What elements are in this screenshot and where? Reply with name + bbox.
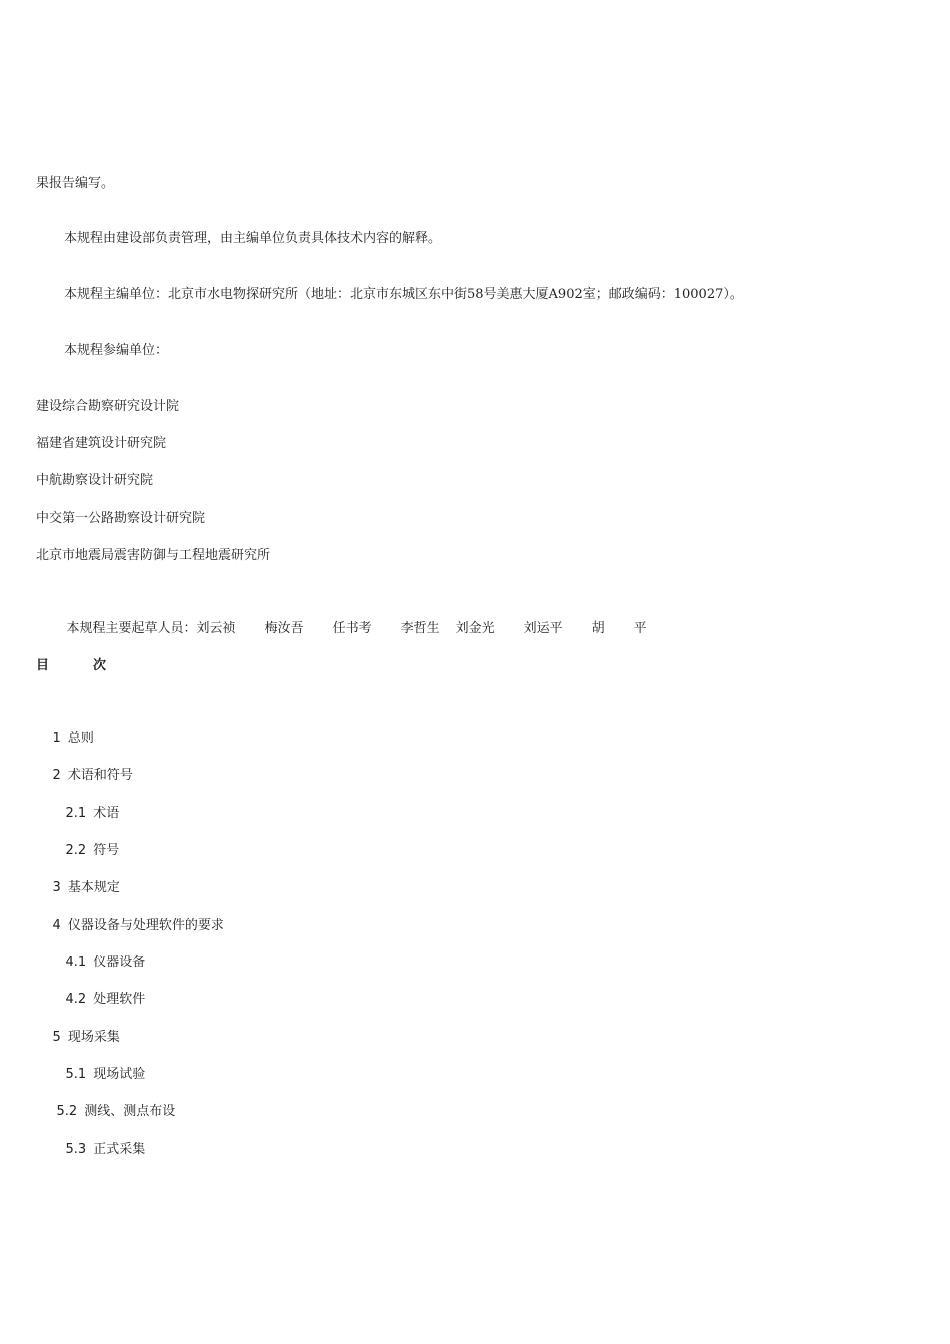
paragraph-continuation: 果报告编写。 xyxy=(36,176,115,191)
drafter-name: 任书考 xyxy=(332,621,372,636)
toc-item-text: 符号 xyxy=(93,843,120,858)
toc-item-number: 5.3 xyxy=(65,1142,87,1157)
drafter-name: 胡 xyxy=(591,621,605,636)
toc-item-text: 术语和符号 xyxy=(67,768,133,783)
toc-item-number: 1 xyxy=(52,731,61,746)
participating-unit: 中航勘察设计研究院 xyxy=(36,473,154,488)
toc-item-text: 仪器设备 xyxy=(93,955,146,970)
toc-item-text: 总则 xyxy=(67,731,94,746)
toc-item-number: 5 xyxy=(52,1030,61,1045)
toc-item-text: 术语 xyxy=(93,806,120,821)
toc-item[interactable] xyxy=(49,1123,145,1177)
toc-item-number: 5.1 xyxy=(65,1067,87,1082)
toc-item-number: 3 xyxy=(52,880,61,895)
drafter-name: 刘运平 xyxy=(523,621,563,636)
drafter-name: 刘云祯 xyxy=(196,621,236,636)
toc-item-number: 2.1 xyxy=(65,806,87,821)
toc-item-number: 4.1 xyxy=(65,955,87,970)
toc-item-text: 仪器设备与处理软件的要求 xyxy=(67,918,224,933)
toc-title-part: 次 xyxy=(93,658,107,673)
toc-item-text: 处理软件 xyxy=(93,992,146,1007)
toc-title-part: 目 xyxy=(36,658,50,673)
participating-unit: 福建省建筑设计研究院 xyxy=(36,436,167,451)
drafter-name: 刘金光 xyxy=(455,621,495,636)
toc-item-text: 测线、测点布设 xyxy=(84,1104,176,1119)
toc-item-text: 基本规定 xyxy=(67,880,120,895)
drafters-line xyxy=(50,602,647,636)
drafter-name: 梅汝吾 xyxy=(264,621,304,636)
toc-item-text: 现场试验 xyxy=(93,1067,146,1082)
toc-item-number: 2 xyxy=(52,768,61,783)
toc-item-number: 2.2 xyxy=(65,843,87,858)
paragraph-participating-label: 本规程参编单位： xyxy=(64,343,169,358)
paragraph-chief-unit: 本规程主编单位：北京市水电物探研究所（地址：北京市东城区东中街58号美惠大厦A902室；邮政编码：100027）。 xyxy=(64,287,743,302)
toc-item-number: 4 xyxy=(52,918,61,933)
toc-item-number: 5.2 xyxy=(56,1104,78,1119)
toc-item-number: 4.2 xyxy=(65,992,87,1007)
toc-title xyxy=(36,657,106,675)
participating-unit: 建设综合勘察研究设计院 xyxy=(36,399,180,414)
participating-unit: 北京市地震局震害防御与工程地震研究所 xyxy=(36,548,271,563)
toc-item-text: 正式采集 xyxy=(93,1142,146,1157)
drafters-label: 本规程主要起草人员： xyxy=(66,621,197,636)
drafter-name: 平 xyxy=(633,621,647,636)
toc-item-text: 现场采集 xyxy=(67,1030,120,1045)
paragraph-management: 本规程由建设部负责管理，由主编单位负责具体技术内容的解释。 xyxy=(64,231,442,246)
drafter-name: 李哲生 xyxy=(400,621,440,636)
participating-unit: 中交第一公路勘察设计研究院 xyxy=(36,511,206,526)
